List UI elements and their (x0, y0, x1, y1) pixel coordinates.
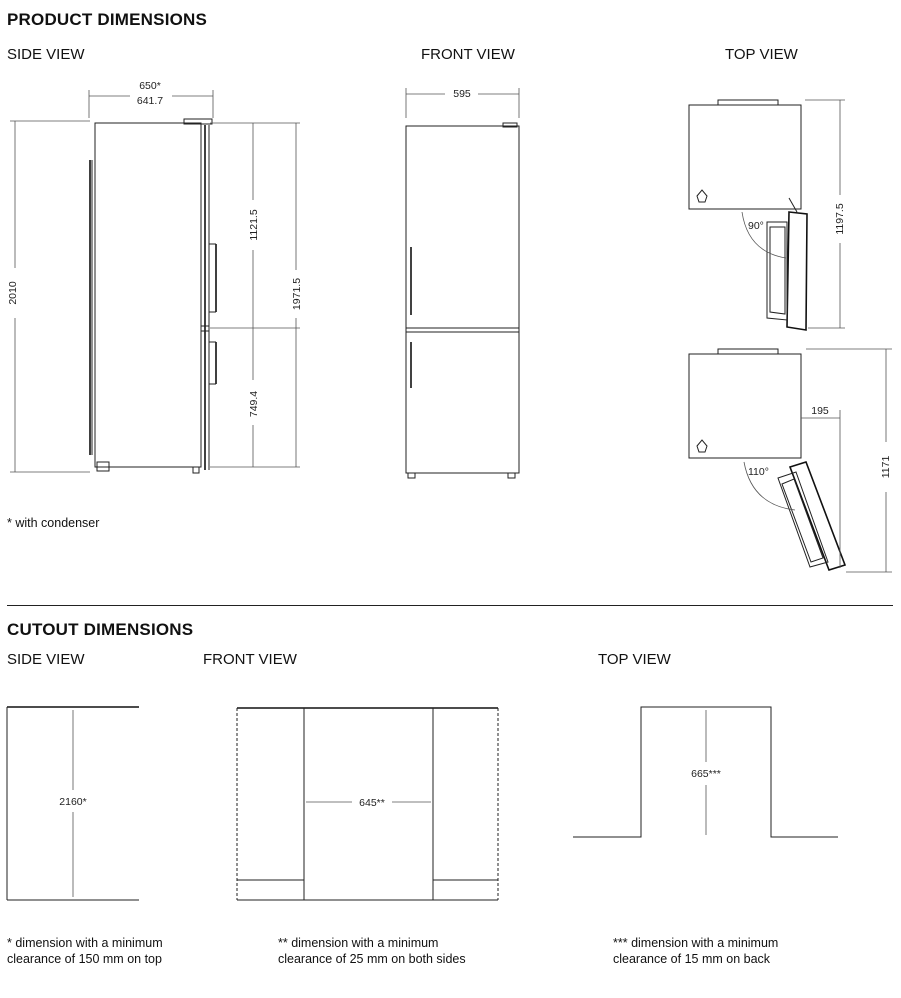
cutout-note-sides: ** dimension with a minimum clearance of 25 mm on both sides (278, 936, 466, 966)
side-freezer-door-label: 1121.5 (248, 209, 260, 241)
cutout-side-view-drawing (7, 707, 139, 900)
product-dimensions-title: PRODUCT DIMENSIONS (7, 10, 208, 29)
cutout-top-view-label: TOP VIEW (598, 651, 671, 668)
cutout-front-view-label: FRONT VIEW (203, 651, 297, 668)
product-front-view-drawing (406, 88, 519, 478)
top-view-110-drawing (689, 349, 892, 572)
side-fridge-door-label: 749.4 (248, 390, 260, 418)
top-clearance-label: 195 (811, 405, 829, 417)
condenser-note: * with condenser (7, 516, 100, 530)
cutout-note-top: * dimension with a minimum clearance of 150 mm on top (7, 936, 163, 966)
product-top-view-label: TOP VIEW (725, 46, 798, 63)
cutout-height-label: 2160* (59, 796, 87, 808)
top-angle-110-label: 110° (748, 466, 769, 478)
top-view-90-drawing (689, 100, 846, 330)
cutout-width-label: 645** (359, 797, 385, 809)
side-cabinet-height-label: 1971.5 (291, 277, 303, 311)
side-height-label: 2010 (7, 281, 19, 305)
cutout-depth-label: 665*** (691, 768, 721, 780)
cutout-front-view-drawing (237, 708, 498, 900)
cutout-side-view-label: SIDE VIEW (7, 651, 85, 668)
cutout-dimensions-title: CUTOUT DIMENSIONS (7, 620, 194, 639)
side-depth-condenser-label: 650* (139, 80, 161, 92)
product-side-view-drawing (7, 80, 303, 473)
top-angle-90-label: 90° (748, 220, 764, 232)
front-width-label: 595 (453, 88, 471, 100)
cutout-note-back: *** dimension with a minimum clearance of 15 mm on back (613, 936, 779, 966)
top-depth-open110-label: 1171 (880, 455, 892, 479)
cutout-top-view-drawing (573, 707, 838, 837)
top-depth-open90-label: 1197.5 (834, 203, 846, 235)
product-side-view-label: SIDE VIEW (7, 46, 85, 63)
side-depth-label: 641.7 (136, 95, 164, 107)
product-front-view-label: FRONT VIEW (421, 46, 515, 63)
